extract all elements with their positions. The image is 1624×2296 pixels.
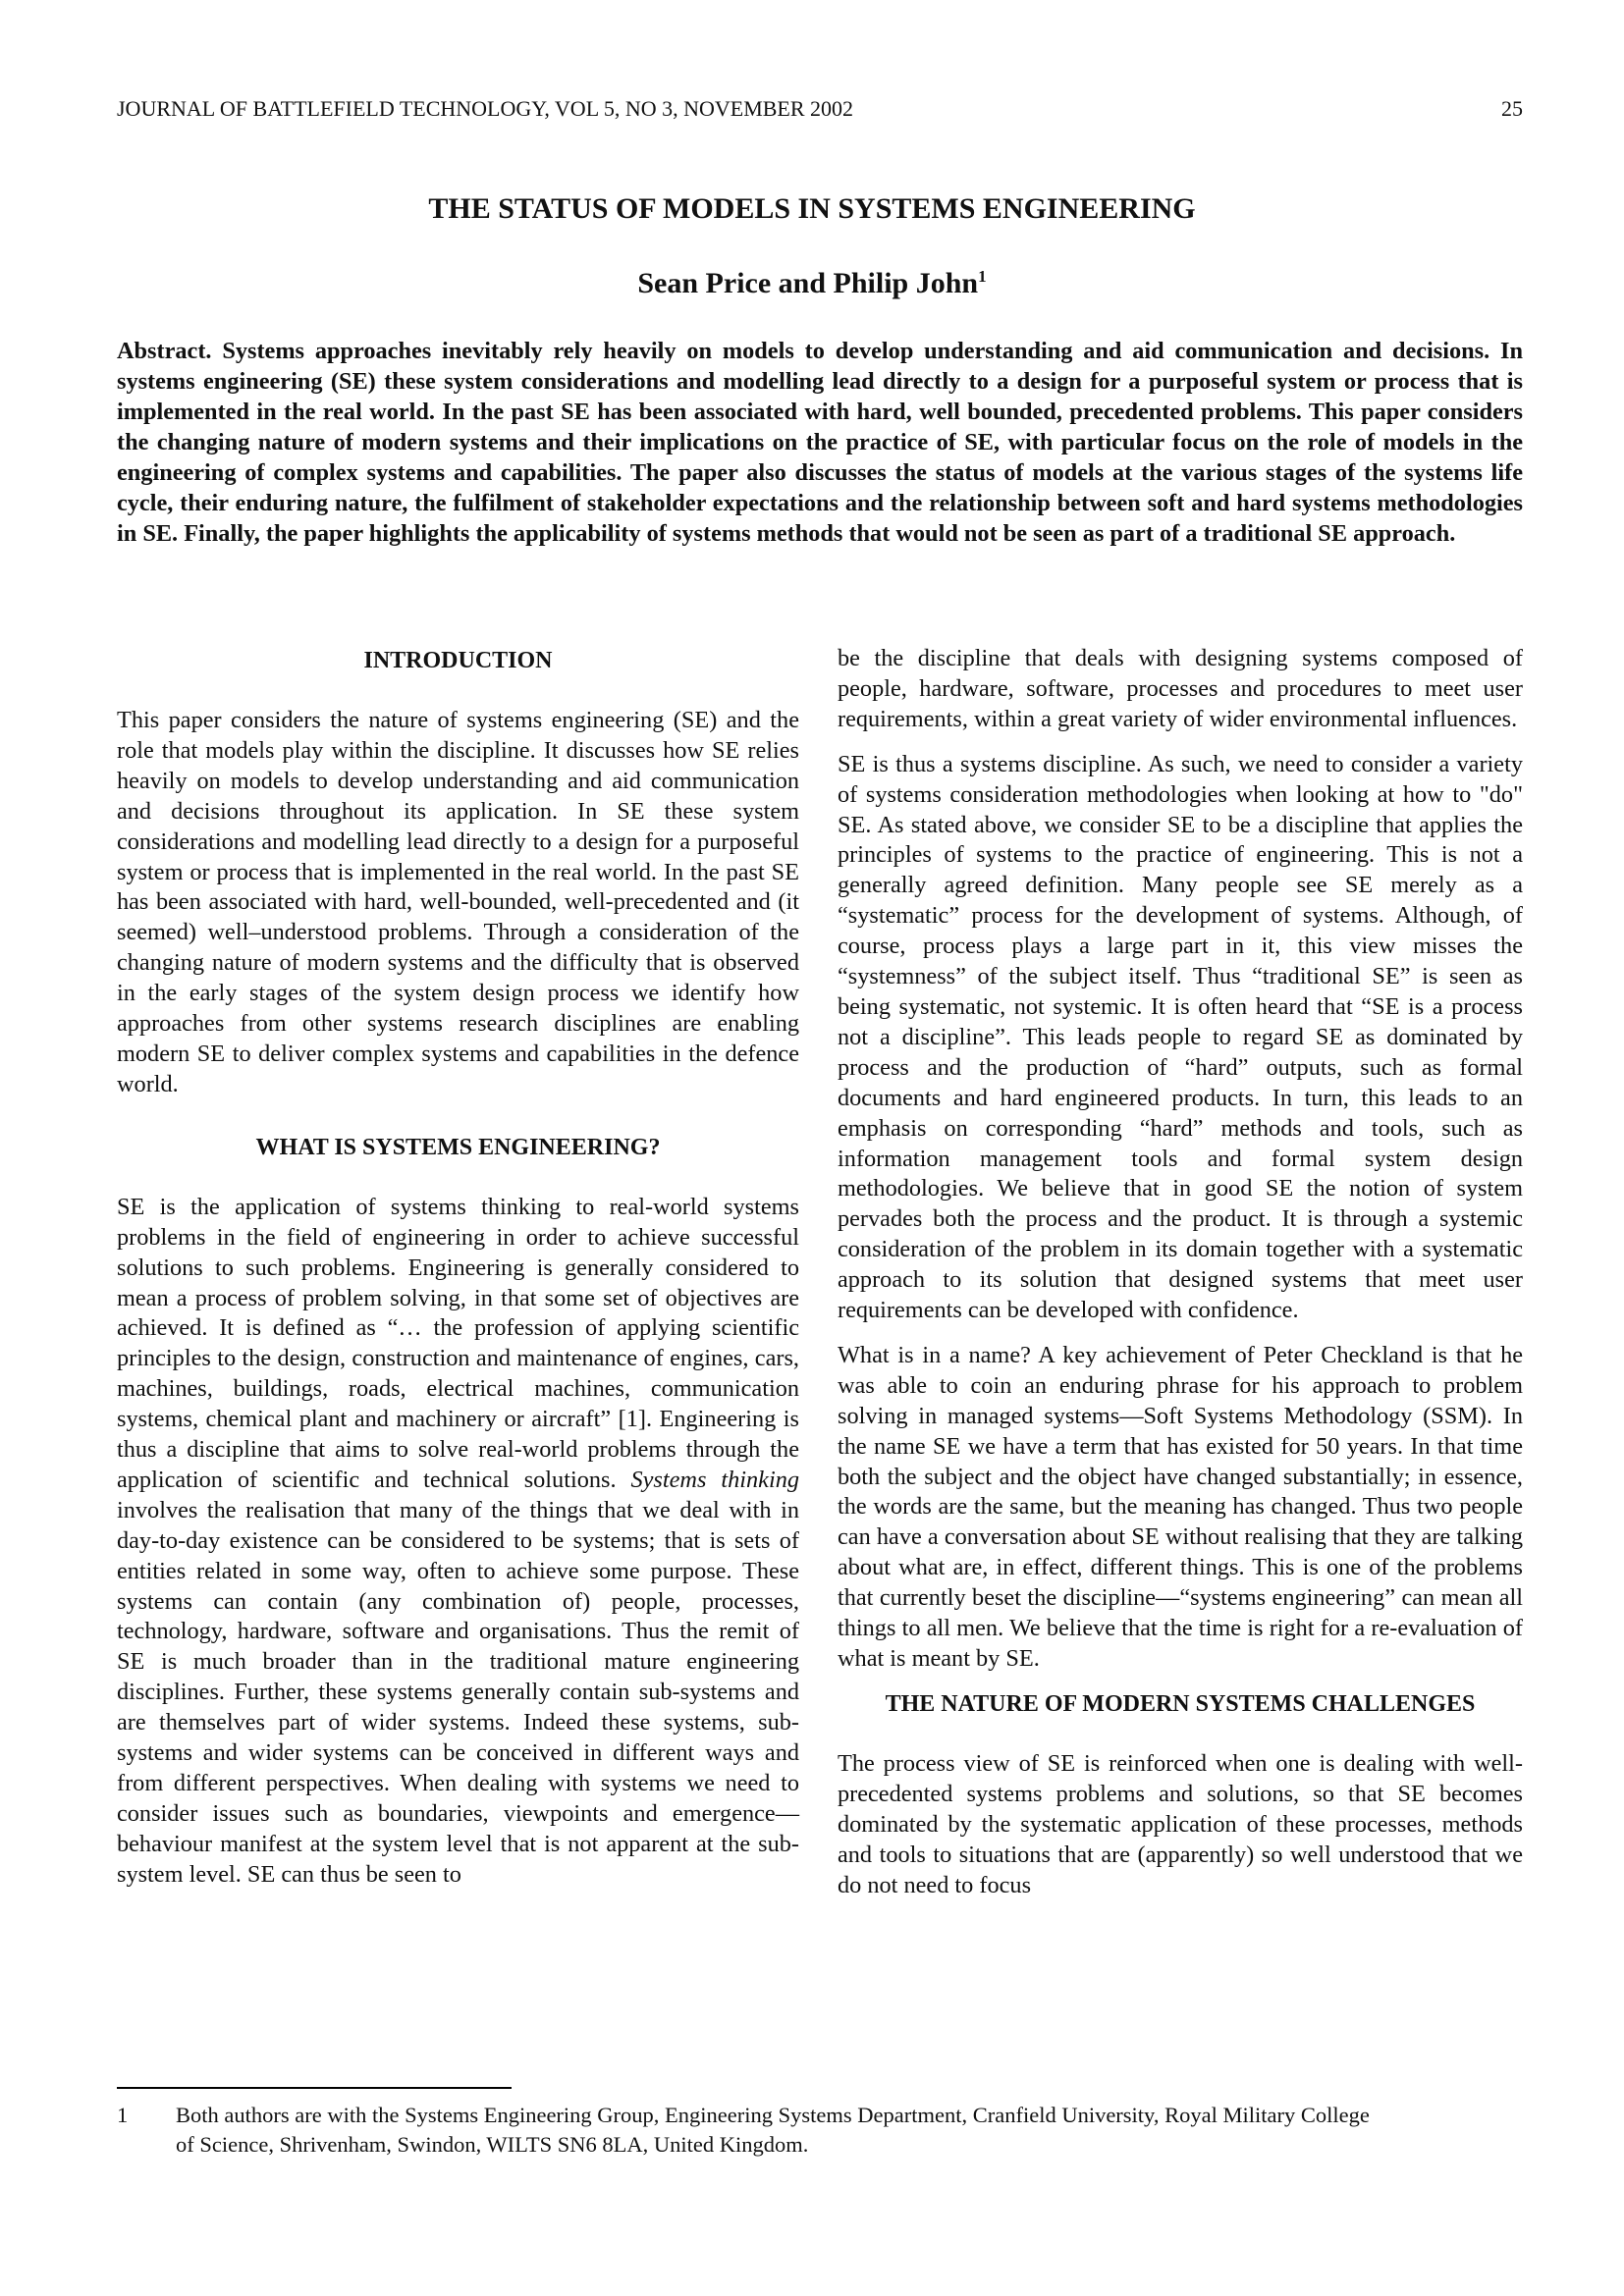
footnote-text-line1: Both authors are with the Systems Engineering Group, Engineering Systems Department, Cranfield University, Royal Military College bbox=[176, 2103, 1370, 2127]
authors bbox=[0, 267, 1624, 300]
intro-paragraph: This paper considers the nature of systems engineering (SE) and the role that models play within the discipline. It discusses how SE relies heavily on models to develop understanding and aid communication and decisions throughout its application. In SE these system considerations and modelling lead directly to a design for a purposeful system or process that is implemented in the real world. In the past SE has been associated with hard, well-bounded, well-precedented and (it seemed) well–understood problems. Through a consideration of the changing nature of modern systems and the difficulty that is observed in the early stages of the system design process we identify how approaches from other systems research disciplines are enabling modern SE to deliver complex systems and capabilities in the defence world. bbox=[117, 707, 799, 1097]
footnote-rule bbox=[117, 2087, 512, 2089]
italic-term: Systems thinking bbox=[630, 1466, 799, 1493]
what-is-se-paragraph bbox=[117, 1193, 799, 1891]
nature-paragraph: The process view of SE is reinforced when one is dealing with well-precedented systems problems and solutions, so that SE becomes dominated by the systematic application of these processes, methods and tools to situations that are (apparently) so well understood that we do not need to focus bbox=[838, 1749, 1523, 1898]
left-column bbox=[117, 646, 799, 1905]
paragraph-text: SE is the application of systems thinking to real-world systems problems in the field of engineering in order to achieve successful solutions to such problems. Engineering is generally considered to mean a process of problem solving, in that some set of objectives are achieved. It is defined as “… the profession of applying scientific principles to the design, construction and maintenance of engines, cars, machines, buildings, roads, electrical machines, communication systems, chemical plant and machinery or aircraft” [1]. Engineering is thus a discipline that aims to solve real-world problems through the application of scientific and technical solutions. bbox=[117, 1193, 799, 1493]
footnote-text-line2: of Science, Shrivenham, Swindon, WILTS SN6 8LA, United Kingdom. bbox=[176, 2132, 809, 2157]
continued-paragraph: be the discipline that deals with designing systems composed of people, hardware, software, processes and procedures to meet user requirements, within a great variety of wider environmental influences. bbox=[838, 645, 1523, 732]
footnote bbox=[117, 2101, 1523, 2160]
section-heading-nature-of-modern-systems: THE NATURE OF MODERN SYSTEMS CHALLENGES bbox=[885, 1690, 1476, 1717]
paragraph-text: involves the realisation that many of the things that we deal with in day-to-day existence can be considered to be systems; that is sets of entities related in some way, often to achieve some purpose. These systems can contain (any combination of) people, processes, technology, hardware, software and organisations. Thus the remit of SE is much broader than in the traditional mature engineering disciplines. Further, these systems generally contain sub-systems and are themselves part of wider systems. Indeed these systems, sub-systems and wider systems can be conceived in different ways and from different perspectives. When dealing with systems we need to consider issues such as boundaries, viewpoints and emergence—behaviour manifest at the system level that is not apparent at the sub-system level. SE can thus be seen to bbox=[117, 1496, 799, 1888]
se-discipline-paragraph: SE is thus a systems discipline. As such, we need to consider a variety of systems consideration methodologies when looking at how to "do" SE. As stated above, we consider SE to be a discipline that applies the principles of systems to the practice of engineering. This is not a generally agreed definition. Many people see SE merely as a “systematic” process for the development of systems. Although, of course, process plays a large part in it, this view misses the “systemness” of the subject itself. Thus “traditional SE” is seen as being systematic, not systemic. It is often heard that “SE is a process not a discipline”. This leads people to regard SE as dominated by process and the production of “hard” outputs, such as formal documents and hard engineered products. In turn, this leads to an emphasis on corresponding “hard” methods and tools, such as information management tools and formal system design methodologies. We believe that in good SE the notion of system pervades both the process and the product. It is through a systemic consideration of the problem in its domain together with a systematic approach to its solution that designed systems that meet user requirements can be developed with confidence. bbox=[838, 750, 1523, 1324]
footnote-number: 1 bbox=[117, 2103, 129, 2127]
section-heading-introduction: INTRODUCTION bbox=[363, 648, 553, 673]
right-column bbox=[838, 644, 1523, 1915]
name-paragraph: What is in a name? A key achievement of Peter Checkland is that he was able to coin an enduring phrase for his approach to problem solving in managed systems—Soft Systems Methodology (SSM). In the name SE we have a term that has existed for 50 years. In that time both the subject and the object have changed substantially; in essence, the words are the same, but the meaning has changed. Thus two people can have a conversation about SE without realising that they are talking about what are, in effect, different things. This is one of the problems that currently beset the discipline—“systems engineering” can mean all things to all men. We believe that the time is right for a re-evaluation of what is meant by SE. bbox=[838, 1341, 1523, 1672]
author-names: Sean Price and Philip John bbox=[637, 267, 979, 299]
page-number: 25 bbox=[1501, 96, 1523, 121]
running-header bbox=[117, 96, 1523, 122]
abstract: Abstract. Systems approaches inevitably rely heavily on models to develop understanding and aid communication and decisions. In systems engineering (SE) these system considerations and modelling lead directly to a design for a purposeful system or process that is implemented in the real world. In the past SE has been associated with hard, well bounded, precedented problems. This paper considers the changing nature of modern systems and their implications on the practice of SE, with particular focus on the role of models in the engineering of complex systems and capabilities. The paper also discusses the status of models at the various stages of the systems life cycle, their enduring nature, the fulfilment of stakeholder expectations and the relationship between soft and hard systems methodologies in SE. Finally, the paper highlights the applicability of systems methods that would not be seen as part of a traditional SE approach. bbox=[117, 338, 1523, 547]
journal-citation: JOURNAL OF BATTLEFIELD TECHNOLOGY, VOL 5, NO 3, NOVEMBER 2002 bbox=[117, 96, 854, 121]
paper-title: THE STATUS OF MODELS IN SYSTEMS ENGINEERING bbox=[428, 192, 1196, 225]
footnote-mark: 1 bbox=[978, 267, 987, 286]
section-heading-what-is-se: WHAT IS SYSTEMS ENGINEERING? bbox=[255, 1134, 661, 1160]
